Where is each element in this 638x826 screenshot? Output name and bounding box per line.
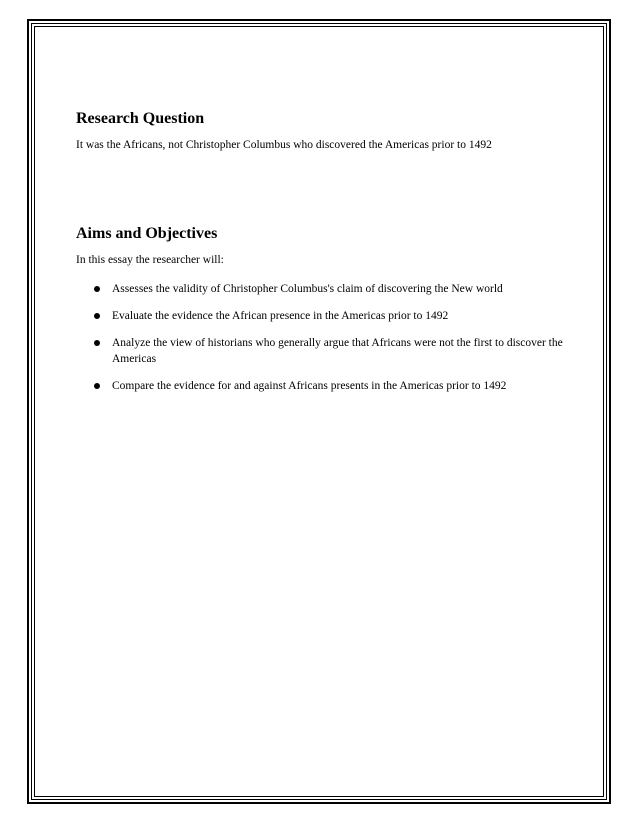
list-item-text: Evaluate the evidence the African presence in the Americas prior to 1492 [112,310,449,322]
bullet-icon [94,286,100,292]
list-item-text: Compare the evidence for and against Africans presents in the Americas prior to 1492 [112,380,507,392]
list-item [94,335,564,367]
list-item [94,281,564,297]
bullet-icon [94,340,100,346]
bullet-icon [94,383,100,389]
objectives-list [94,281,564,405]
aims-objectives-heading: Aims and Objectives [76,225,218,242]
research-question-text: It was the Africans, not Christopher Columbus who discovered the Americas prior to 1492 [76,139,492,151]
aims-intro-text: In this essay the researcher will: [76,254,224,266]
list-item-text: Assesses the validity of Christopher Columbus's claim of discovering the New world [112,283,503,295]
bullet-icon [94,313,100,319]
list-item [94,308,564,324]
list-item-text: Analyze the view of historians who generally argue that Africans were not the first to discover the Americas [112,337,563,365]
research-question-heading: Research Question [76,110,205,127]
list-item [94,378,564,394]
